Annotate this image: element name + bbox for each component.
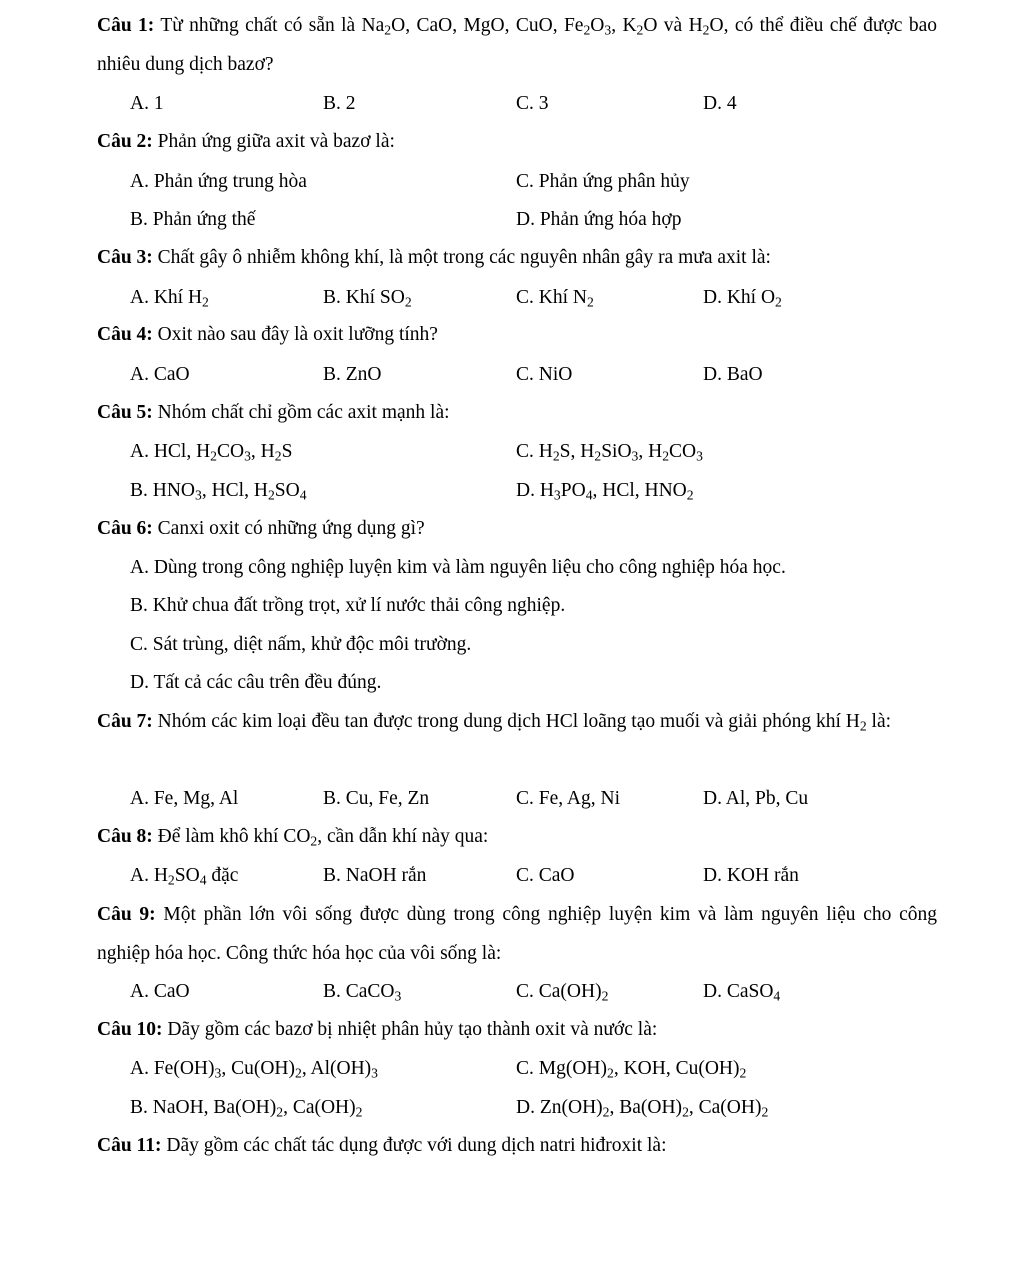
option-a: A. Dùng trong công nghiệp luyện kim và làm nguyên liệu cho công nghiệp hóa học. [130, 557, 786, 578]
option-b: B. Khí $SO_2$ [323, 287, 412, 310]
question-label: Câu 11: [97, 1135, 162, 1156]
option-d: D. Phản ứng hóa hợp [516, 209, 682, 230]
question-label: Câu 3: [97, 247, 153, 268]
question-2 [97, 123, 937, 162]
question-7 [97, 703, 937, 742]
option-a: A. CaO [130, 364, 190, 385]
option-d: D. Khí $O_2$ [703, 287, 782, 310]
option-b: B. CaCO$_3$ [323, 981, 402, 1004]
option-a: A. $Fe(OH)_3$, $Cu(OH)_2$, $Al(OH)_3$ [130, 1058, 378, 1081]
option-b: B. ZnO [323, 364, 382, 385]
question-label: Câu 10: [97, 1019, 163, 1040]
question-5 [97, 394, 937, 433]
question-9 [97, 896, 937, 973]
option-d: D. $Zn(OH)_2$, $Ba(OH)_2$, $Ca(OH)_2$ [516, 1097, 769, 1120]
option-c: C. Sát trùng, diệt nấm, khử độc môi trường. [130, 634, 472, 655]
option-a: A. HCl, $H_2CO_3$, $H_2S$ [130, 441, 293, 464]
question-text: Phản ứng giữa axit và bazơ là: [157, 131, 395, 152]
option-c: C. Phản ứng phân hủy [516, 171, 690, 192]
question-label: Câu 8: [97, 826, 153, 847]
option-a: A. CaO [130, 981, 190, 1002]
option-d: D. KOH rắn [703, 865, 799, 886]
question-1 [97, 7, 937, 84]
question-11 [97, 1127, 937, 1166]
question-text: Canxi oxit có những ứng dụng gì? [157, 518, 425, 539]
question-6 [97, 510, 937, 549]
question-label: Câu 7: [97, 711, 153, 732]
question-text: Một phần lớn vôi sống được dùng trong công nghiệp luyện kim và làm nguyên liệu cho công nghiệp hóa học. Công thức hóa học của vôi sống là: [97, 904, 938, 964]
question-label: Câu 6: [97, 518, 153, 539]
option-a: A. Phản ứng trung hòa [130, 171, 307, 192]
option-a: A. Khí $H_2$ [130, 287, 209, 310]
question-8 [97, 818, 937, 857]
question-text: Từ những chất có sẵn là $Na_2O$, CaO, MgO, CuO, $Fe_2O_3$, $K_2O$ và $H_2O$, có thể điều chế được bao nhiêu dung dịch bazơ? [97, 15, 937, 75]
option-b: B. Cu, Fe, Zn [323, 788, 430, 809]
option-c: C. $Mg(OH)_2$, KOH, $Cu(OH)_2$ [516, 1058, 747, 1081]
question-text: Dãy gồm các bazơ bị nhiệt phân hủy tạo thành oxit và nước là: [167, 1019, 658, 1040]
question-label: Câu 1: [97, 15, 155, 36]
question-text: Nhóm các kim loại đều tan được trong dung dịch HCl loãng tạo muối và giải phóng khí $H_2$ là: [157, 711, 892, 734]
question-label: Câu 5: [97, 402, 153, 423]
option-c: C. NiO [516, 364, 573, 385]
option-b: B. 2 [323, 93, 356, 114]
option-a: A. 1 [130, 93, 164, 114]
question-3 [97, 239, 937, 278]
option-d: D. Al, Pb, Cu [703, 788, 809, 809]
option-c: C. Khí $N_2$ [516, 287, 594, 310]
option-b: B. Khử chua đất trồng trọt, xử lí nước thải công nghiệp. [130, 595, 566, 616]
option-a: A. Fe, Mg, Al [130, 788, 239, 809]
question-label: Câu 4: [97, 324, 153, 345]
option-d: D. 4 [703, 93, 737, 114]
question-text: Để làm khô khí $CO_2$, cần dẫn khí này qua: [157, 826, 489, 849]
option-c: C. CaO [516, 865, 575, 886]
option-b: B. NaOH, $Ba(OH)_2$, $Ca(OH)_2$ [130, 1097, 363, 1120]
option-d: D. $H_3PO_4$, HCl, $HNO_2$ [516, 480, 694, 503]
question-text: Chất gây ô nhiễm không khí, là một trong các nguyên nhân gây ra mưa axit là: [157, 247, 771, 268]
option-d: D. BaO [703, 364, 763, 385]
option-b: B. Phản ứng thế [130, 209, 256, 230]
option-b: B. $HNO_3$, HCl, $H_2SO_4$ [130, 480, 307, 503]
question-label: Câu 2: [97, 131, 153, 152]
option-c: C. $H_2S$, $H_2SiO_3$, $H_2CO_3$ [516, 441, 703, 464]
option-c: C. 3 [516, 93, 549, 114]
option-c: C. $Ca(OH)_2$ [516, 981, 609, 1004]
question-4 [97, 316, 937, 355]
option-d: D. Tất cả các câu trên đều đúng. [130, 672, 382, 693]
option-d: D. CaSO$_4$ [703, 981, 781, 1004]
question-text: Oxit nào sau đây là oxit lưỡng tính? [157, 324, 438, 345]
question-text: Nhóm chất chỉ gồm các axit mạnh là: [157, 402, 450, 423]
question-text: Dãy gồm các chất tác dụng được với dung dịch natri hiđroxit là: [166, 1135, 667, 1156]
option-a: A. $H_2SO_4$ đặc [130, 865, 239, 888]
option-c: C. Fe, Ag, Ni [516, 788, 621, 809]
question-10 [97, 1011, 937, 1050]
option-b: B. NaOH rắn [323, 865, 427, 886]
question-label: Câu 9: [97, 904, 156, 925]
